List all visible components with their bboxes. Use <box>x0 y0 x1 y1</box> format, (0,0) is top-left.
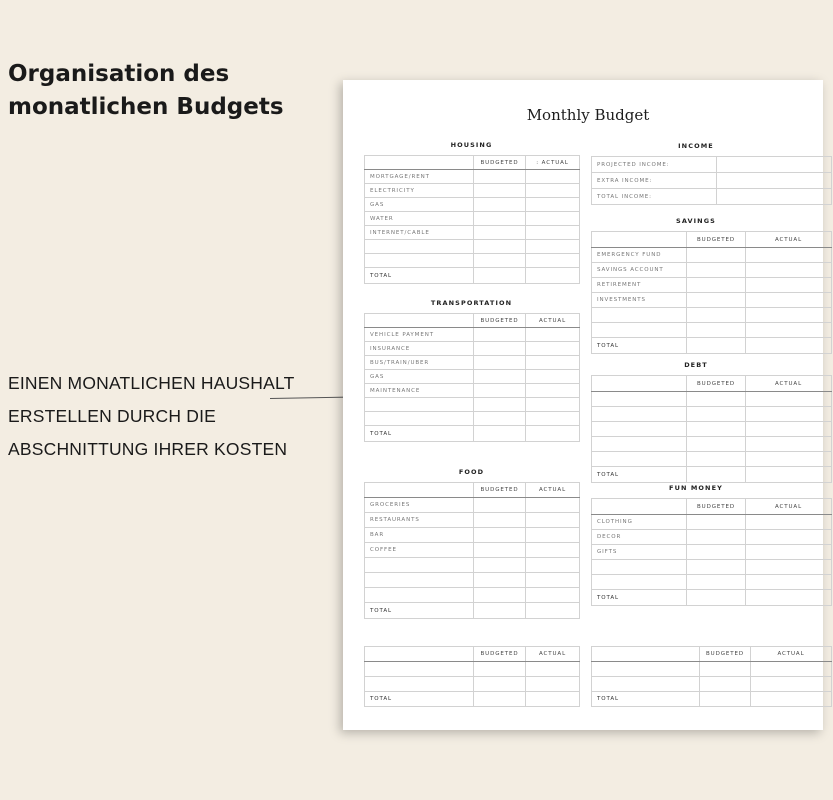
savings-title: SAVINGS <box>676 217 716 225</box>
savings-item: SAVINGS ACCOUNT <box>592 263 687 278</box>
savings-table <box>591 231 832 354</box>
income-total-label: TOTAL INCOME: <box>592 189 717 205</box>
income-item: PROJECTED INCOME: <box>592 157 717 173</box>
food-total-label: TOTAL <box>365 603 474 619</box>
caption-line-3: ABSCHNITTUNG IHRER KOSTEN <box>8 439 288 459</box>
food-title: FOOD <box>458 468 485 476</box>
savings-total-label: TOTAL <box>592 338 687 354</box>
housing-title: HOUSING <box>450 141 493 149</box>
page-heading <box>8 58 328 124</box>
fun-money-item: GIFTS <box>592 545 687 560</box>
housing-item: WATER <box>365 212 474 226</box>
transportation-item: BUS/TRAIN/UBER <box>365 356 474 370</box>
extra-left-total-label: TOTAL <box>365 692 474 707</box>
food-budgeted-header: BUDGETED <box>474 483 526 498</box>
heading-line-1: Organisation des <box>8 61 230 87</box>
savings-item: EMERGENCY FUND <box>592 248 687 263</box>
savings-budgeted-header: BUDGETED <box>687 232 746 248</box>
food-item: COFFEE <box>365 543 474 558</box>
housing-item: MORTGAGE/RENT <box>365 170 474 184</box>
extra-left-budgeted-header: BUDGETED <box>474 647 526 662</box>
extra-left-actual-header: ACTUAL <box>526 647 580 662</box>
savings-item: INVESTMENTS <box>592 293 687 308</box>
fun-money-table <box>591 498 832 606</box>
transportation-item: GAS <box>365 370 474 384</box>
housing-total-label: TOTAL <box>365 268 474 284</box>
savings-actual-header: ACTUAL <box>746 232 832 248</box>
debt-table <box>591 375 832 483</box>
food-actual-header: ACTUAL <box>526 483 580 498</box>
food-table <box>364 482 580 619</box>
sheet-title: Monthly Budget <box>526 106 650 124</box>
extra-table-right <box>591 646 832 707</box>
fun-money-item: DECOR <box>592 530 687 545</box>
extra-right-total-label: TOTAL <box>592 692 700 707</box>
heading-line-2: monatlichen Budgets <box>8 94 284 120</box>
transportation-title: TRANSPORTATION <box>430 299 513 307</box>
housing-header-blank <box>365 156 474 170</box>
savings-item: RETIREMENT <box>592 278 687 293</box>
fun-money-title: FUN MONEY <box>669 484 723 492</box>
caption <box>8 367 318 466</box>
fun-money-total-label: TOTAL <box>592 590 687 606</box>
extra-table-left <box>364 646 580 707</box>
housing-item: GAS <box>365 198 474 212</box>
transportation-table <box>364 313 580 442</box>
transportation-total-label: TOTAL <box>365 426 474 442</box>
fun-money-item: CLOTHING <box>592 515 687 530</box>
transportation-item: INSURANCE <box>365 342 474 356</box>
housing-budgeted-header: BUDGETED <box>474 156 526 170</box>
extra-right-actual-header: ACTUAL <box>751 647 832 662</box>
debt-budgeted-header: BUDGETED <box>687 376 746 392</box>
transportation-item: MAINTENANCE <box>365 384 474 398</box>
income-table <box>591 156 832 205</box>
housing-item: INTERNET/CABLE <box>365 226 474 240</box>
food-item: BAR <box>365 528 474 543</box>
extra-right-budgeted-header: BUDGETED <box>700 647 751 662</box>
budget-sheet <box>343 80 823 730</box>
housing-actual-header: : ACTUAL <box>526 156 580 170</box>
housing-item: ELECTRICITY <box>365 184 474 198</box>
food-item: GROCERIES <box>365 498 474 513</box>
fun-money-actual-header: ACTUAL <box>746 499 832 515</box>
food-item: RESTAURANTS <box>365 513 474 528</box>
income-item: EXTRA INCOME: <box>592 173 717 189</box>
caption-line-2: ERSTELLEN DURCH DIE <box>8 406 217 426</box>
transportation-item: VEHICLE PAYMENT <box>365 328 474 342</box>
fun-money-budgeted-header: BUDGETED <box>687 499 746 515</box>
debt-total-label: TOTAL <box>592 467 687 483</box>
debt-title: DEBT <box>684 361 708 369</box>
income-title: INCOME <box>678 142 714 150</box>
transportation-actual-header: ACTUAL <box>526 314 580 328</box>
transportation-budgeted-header: BUDGETED <box>474 314 526 328</box>
caption-line-1: EINEN MONATLICHEN HAUSHALT <box>8 373 295 393</box>
housing-table <box>364 155 580 284</box>
debt-actual-header: ACTUAL <box>746 376 832 392</box>
